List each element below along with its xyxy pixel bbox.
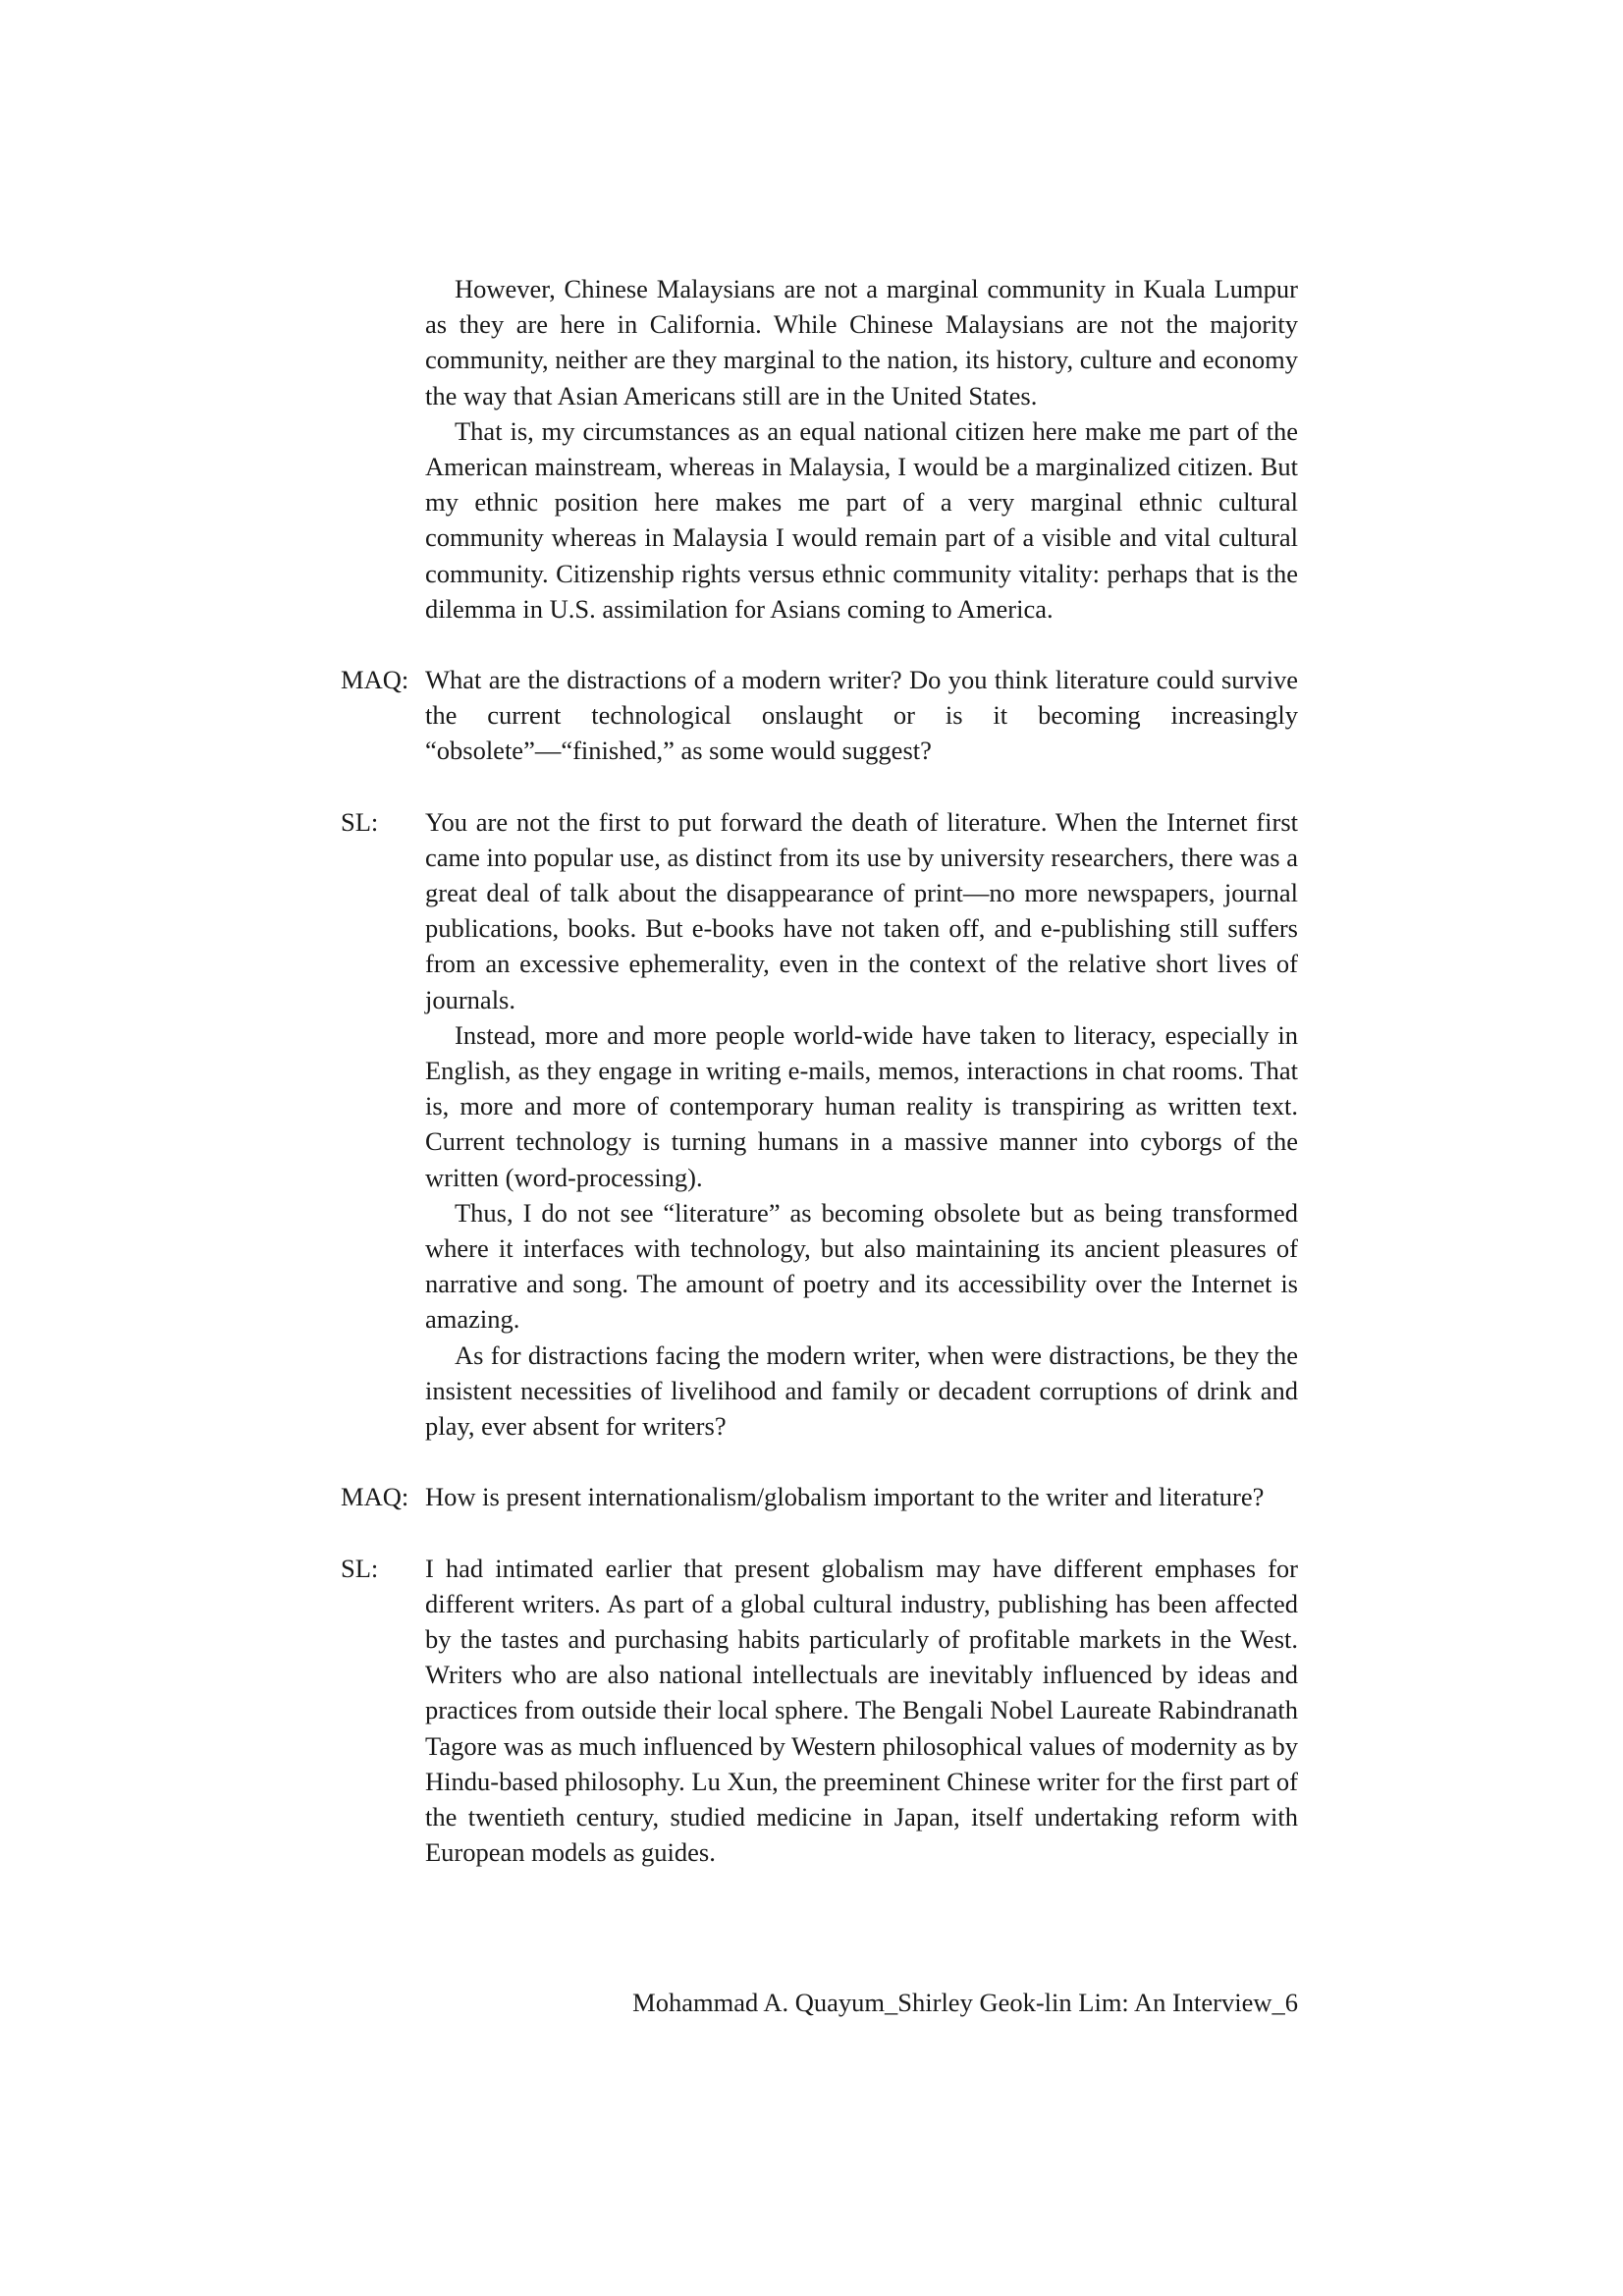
speaker-label: MAQ: [341,665,409,695]
paragraph: However, Chinese Malaysians are not a marginal community in Kuala Lumpur as they are here in California. While Chinese Malaysians are not the majority community, neither are they marginal to the nation, its history, culture and economy the way that Asian Americans still are in the United States. [425,274,1298,410]
speaker-label: SL: [341,806,379,837]
speaker-label: MAQ: [341,1482,409,1512]
speaker-label: SL: [341,1553,379,1583]
interview-text [341,271,1298,1905]
paragraph: Thus, I do not see “literature” as becoming obsolete but as being transformed where it interfaces with technology, but also maintaining its ancient pleasures of narrative and song. The amount of poetry and its accessibility over the Internet is amazing. [425,1197,1298,1335]
paragraph: That is, my circumstances as an equal national citizen here make me part of the American mainstream, whereas in Malaysia, I would be a marginalized citizen. But my ethnic position here makes me part of a very marginal ethnic cultural community whereas in Malaysia I would remain part of a visible and vital cultural community. Citizenship rights versus ethnic community vitality: perhaps that is the dilemma in U.S. assimilation for Asians coming to America. [425,415,1298,624]
interview-entry-answer [341,1551,1298,1871]
paragraph: What are the distractions of a modern writer? Do you think literature could survive the current technological onslaught or is it becoming increasingly “obsolete”—“finished,” as some would suggest? [425,665,1298,766]
paragraph: I had intimated earlier that present globalism may have different emphases for different writers. As part of a global cultural industry, publishing has been affected by the tastes and purchasing habits particularly of profitable markets in the West. Writers who are also national intellectuals are inevitably influenced by ideas and practices from outside their local sphere. The Bengali Nobel Laureate Rabindranath Tagore was as much influenced by Western philosophical values of modernity as by Hindu-based philosophy. Lu Xun, the preeminent Chinese writer for the first part of the twentieth century, studied medicine in Japan, itself undertaking reform with European models as guides. [425,1553,1298,1868]
paragraph: As for distractions facing the modern writer, when were distractions, be they the insistent necessities of livelihood and family or decadent corruptions of drink and play, ever absent for writers? [425,1339,1298,1442]
page-footer-running-title: Mohammad A. Quayum_Shirley Geok-lin Lim: An Interview_6 [632,1988,1298,2017]
interview-entry-question [341,662,1298,769]
paragraph: You are not the first to put forward the death of literature. When the Internet first came into popular use, as distinct from its use by university researchers, there was a great deal of talk about the disappearance of print—no more newspapers, journal publications, books. But e-books have not taken off, and e-publishing still suffers from an excessive ephemerality, even in the context of the relative short lives of journals. [425,806,1298,1014]
interview-entry-answer [341,804,1298,1445]
interview-entry-continuation [341,271,1298,627]
paragraph: Instead, more and more people world-wide have taken to literacy, especially in English, as they engage in writing e-mails, memos, interactions in chat rooms. That is, more and more of contemporary human reality is transpiring as written text. Current technology is turning humans in a massive manner into cyborgs of the written (word-processing). [425,1019,1298,1192]
interview-entry-question [341,1479,1298,1514]
paragraph: How is present internationalism/globalism important to the writer and literature? [425,1482,1265,1512]
